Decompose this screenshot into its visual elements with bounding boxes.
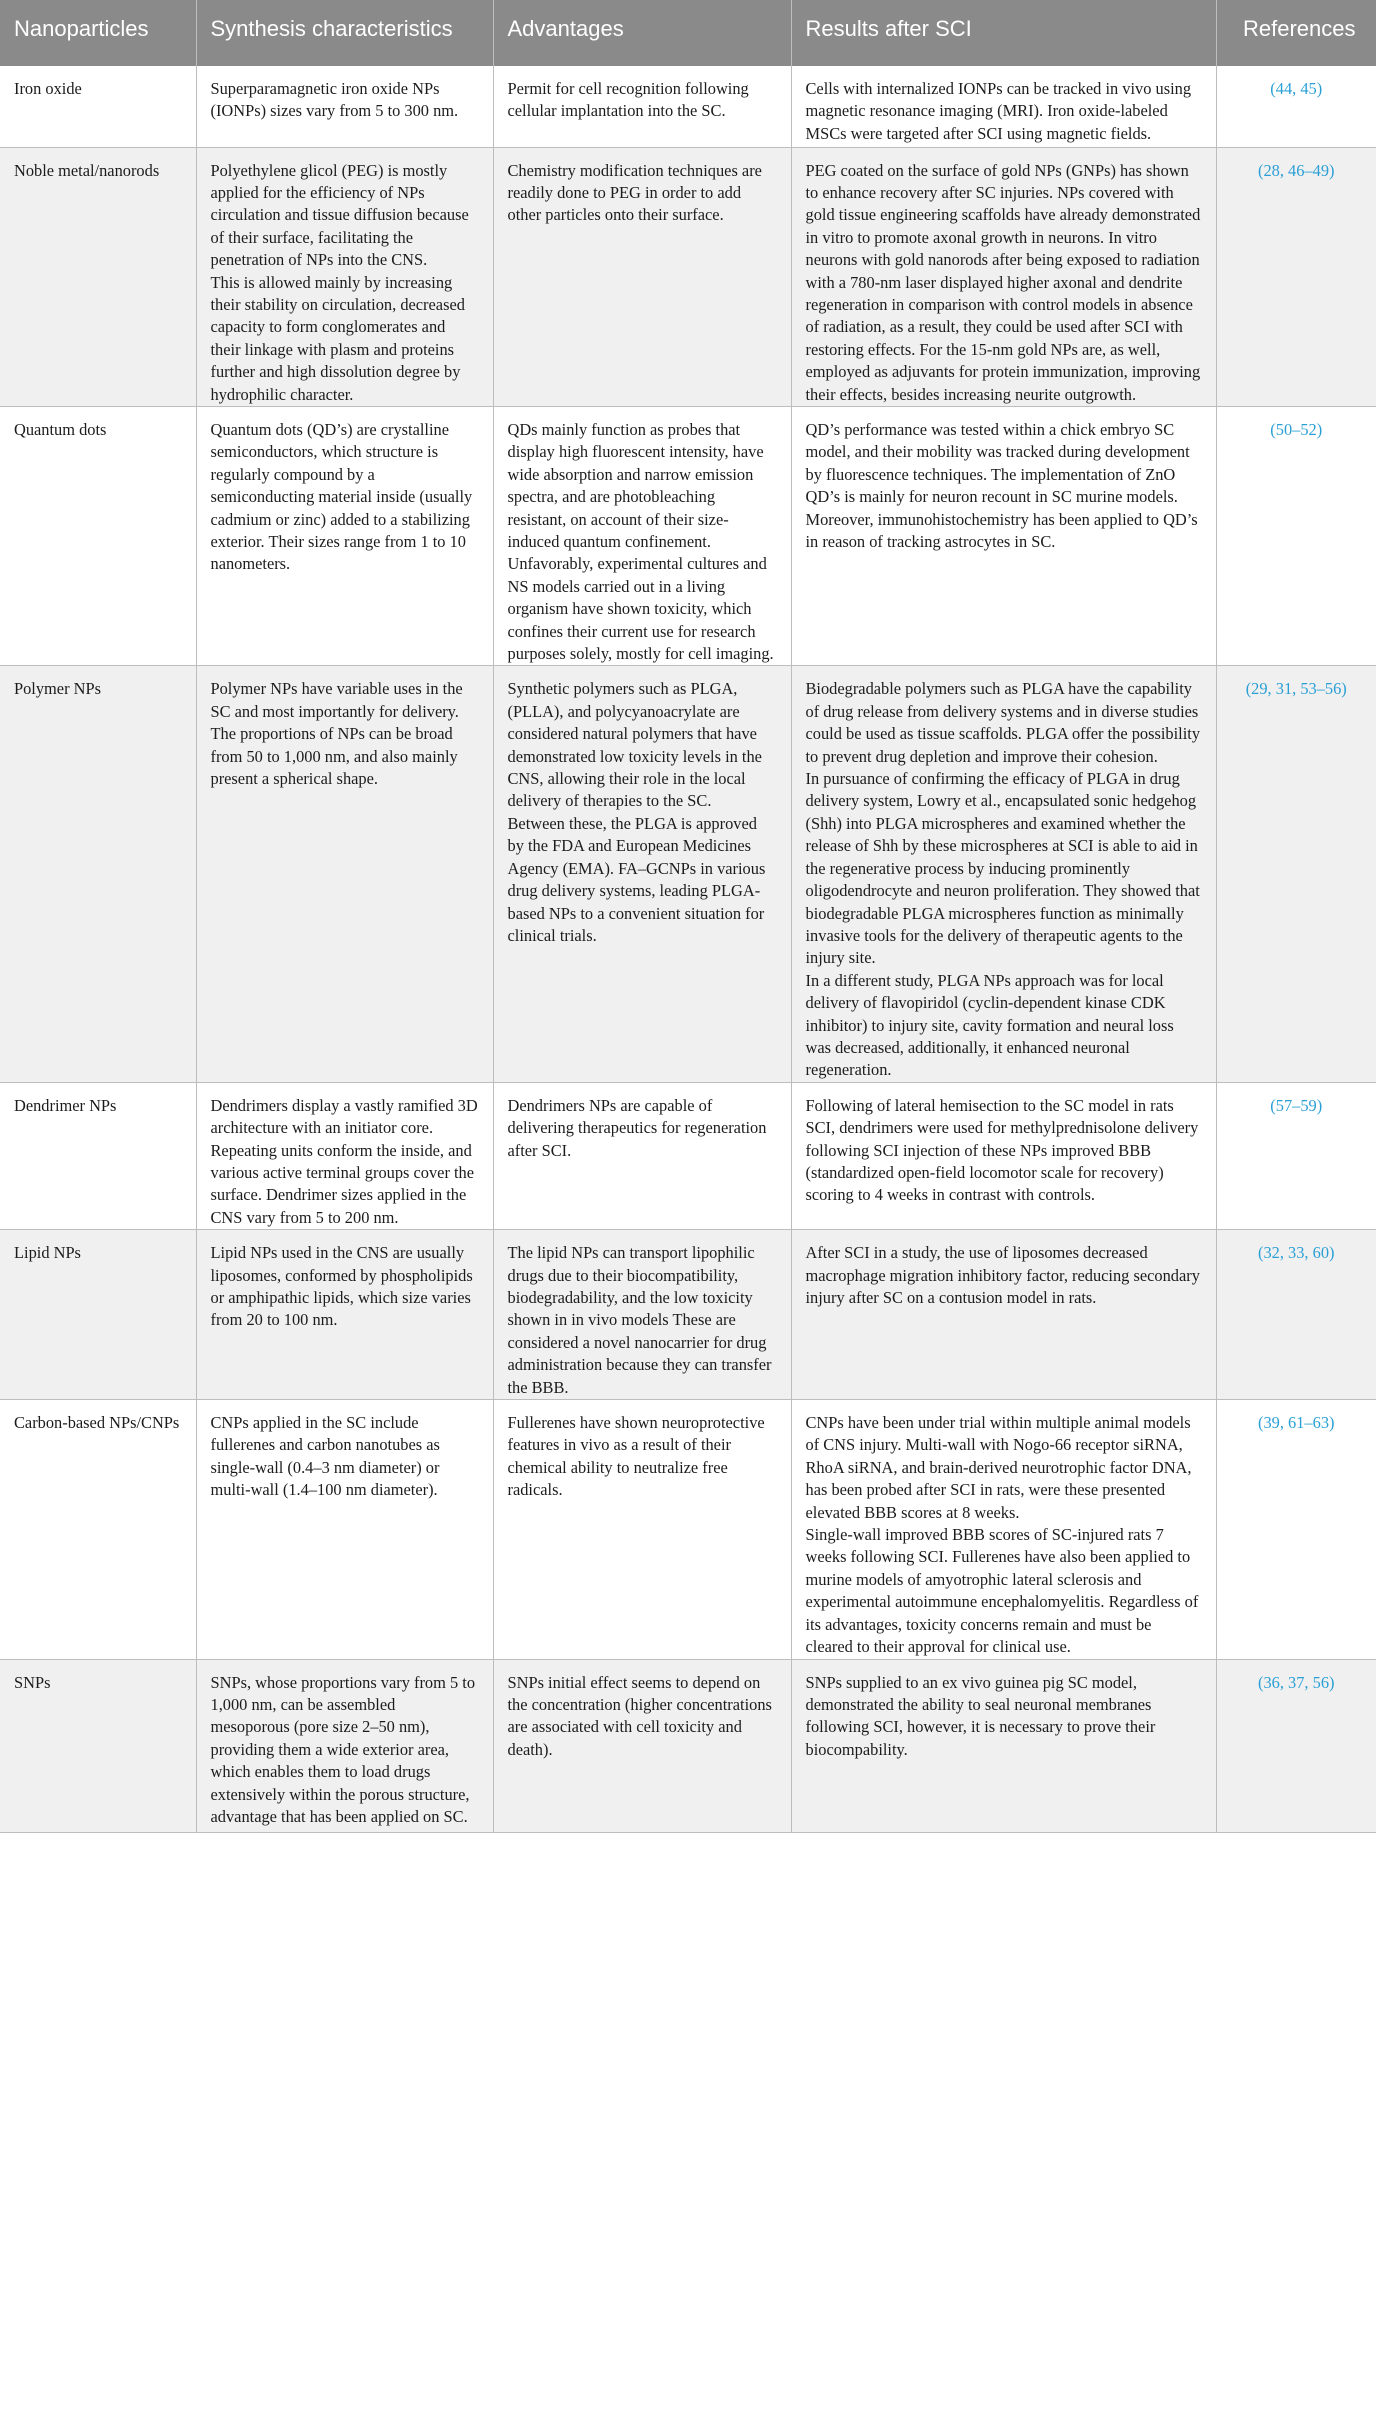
table-row — [0, 66, 1376, 147]
synthesis-paragraph: Dendrimers display a vastly ramified 3D architecture with an initiator core. Repeating units conform the inside, and various active terminal groups cover the surface. Dendrimer sizes applied in the CNS vary from 5 to 200 nm. — [210, 1095, 478, 1227]
synthesis-paragraph: Superparamagnetic iron oxide NPs (IONPs) sizes vary from 5 to 300 nm. — [210, 79, 459, 121]
header-results: Results after SCI — [791, 0, 1216, 66]
results-paragraph: SNPs supplied to an ex vivo guinea pig SC model, demonstrated the ability to seal neuronal membranes following SCI, however, it is necessary to prove their biocompability. — [805, 1672, 1156, 1759]
cell-results — [791, 1400, 1216, 1659]
cell-advantages — [493, 1659, 791, 1832]
cell-advantages — [493, 1082, 791, 1229]
reference-links[interactable]: (39, 61–63) — [1258, 1413, 1335, 1433]
cell-results — [791, 666, 1216, 1082]
table-header — [0, 0, 1376, 66]
cell-nanoparticle — [0, 66, 196, 147]
cell-results — [791, 1082, 1216, 1229]
results-paragraph: After SCI in a study, the use of liposomes decreased macrophage migration inhibitory factor, reducing secondary injury after SC on a contusion model in rats. — [805, 1243, 1200, 1307]
cell-references — [1216, 1082, 1376, 1229]
cell-results — [791, 66, 1216, 147]
header-row — [0, 0, 1376, 66]
advantages-paragraph: QDs mainly function as probes that display high fluorescent intensity, have wide absorption and narrow emission spectra, and are photobleaching resistant, on account of their size-induced quantum confinement. Unfavorably, experimental cultures and NS models carried out in a living organism have shown toxicity, which confines their current use for research purposes solely, mostly for cell imaging. — [507, 419, 774, 664]
nanoparticle-name: Iron oxide — [14, 79, 82, 98]
table-row — [0, 666, 1376, 1082]
cell-results — [791, 406, 1216, 665]
header-references: References — [1242, 16, 1356, 41]
cell-synthesis — [196, 1400, 493, 1659]
synthesis-paragraph: SNPs, whose proportions vary from 5 to 1,000 nm, can be assembled mesoporous (pore size 2–50 nm), providing them a wide exterior area, which enables them to load drugs extensively within the porous structure, advantage that has been applied on SC. — [210, 1672, 476, 1826]
cell-references — [1216, 406, 1376, 665]
nanoparticle-name: Lipid NPs — [14, 1243, 81, 1263]
cell-advantages — [493, 1400, 791, 1659]
reference-links[interactable]: (32, 33, 60) — [1258, 1243, 1335, 1263]
header-synthesis: Synthesis characteristics — [196, 0, 493, 66]
table-row — [0, 1230, 1376, 1400]
cell-nanoparticle — [0, 147, 196, 406]
cell-nanoparticle — [0, 1659, 196, 1832]
results-paragraph: Following of lateral hemisection to the SC model in rats SCI, dendrimers were used for methylprednisolone delivery following SCI injection of these NPs improved BBB (standardized open-field locomotor scale for recovery) scoring to 4 weeks in contrast with controls. — [805, 1095, 1199, 1205]
cell-synthesis — [196, 1082, 493, 1229]
nanoparticle-name: SNPs — [14, 1672, 51, 1692]
advantages-paragraph: Chemistry modification techniques are readily done to PEG in order to add other particles onto their surface. — [507, 160, 762, 225]
cell-references — [1216, 1230, 1376, 1400]
cell-references — [1216, 1659, 1376, 1832]
results-paragraph: In pursuance of confirming the efficacy of PLGA in drug delivery system, Lowry et al., encapsulated sonic hedgehog (Shh) into PLGA microspheres and examined whether the release of Shh by these microspheres at SCI is able to aid in the regenerative process by inducing prominently oligodendrocyte and neuron proliferation. They showed that biodegradable PLGA microspheres function as minimally invasive tools for the delivery of therapeutic agents to the injury site. — [805, 769, 1200, 968]
cell-references — [1216, 66, 1376, 147]
cell-advantages — [493, 406, 791, 665]
cell-synthesis — [196, 1230, 493, 1400]
table-row — [0, 147, 1376, 406]
cell-advantages — [493, 147, 791, 406]
synthesis-paragraph: This is allowed mainly by increasing their stability on circulation, decreased capacity to form conglomerates and their linkage with plasm and proteins further and high dissolution degree by hydrophilic character. — [210, 272, 465, 404]
cell-results — [791, 1230, 1216, 1400]
nanoparticle-name: Noble metal/nanorods — [14, 160, 160, 180]
cell-nanoparticle — [0, 406, 196, 665]
nanoparticle-name: Carbon-based NPs/CNPs — [14, 1413, 180, 1433]
cell-synthesis — [196, 66, 493, 147]
cell-synthesis — [196, 406, 493, 665]
reference-links[interactable]: (28, 46–49) — [1258, 160, 1335, 180]
advantages-paragraph: Synthetic polymers such as PLGA, (PLLA), and polycyanoacrylate are considered natural polymers that have demonstrated low toxicity levels in the CNS, allowing their role in the local delivery of therapies to the SC. — [507, 679, 762, 811]
reference-links[interactable]: (44, 45) — [1270, 79, 1323, 98]
cell-advantages — [493, 666, 791, 1082]
advantages-paragraph: Between these, the PLGA is approved by the FDA and European Medicines Agency (EMA). FA–GCNPs in various drug delivery systems, leading PLGA-based NPs to a convenient situation for clinical trials. — [507, 813, 766, 945]
cell-advantages — [493, 66, 791, 147]
results-paragraph: Cells with internalized IONPs can be tracked in vivo using magnetic resonance imaging (MRI). Iron oxide-labeled MSCs were targeted after SCI using magnetic fields. — [805, 79, 1192, 143]
table-row — [0, 1400, 1376, 1659]
results-paragraph: CNPs have been under trial within multiple animal models of CNS injury. Multi-wall with Nogo-66 receptor siRNA, RhoA siRNA, and brain-derived neurotrophic factor DNA, has been probed after SCI in rats, were these presented elevated BBB scores at 8 weeks. — [805, 1413, 1192, 1522]
reference-links[interactable]: (50–52) — [1270, 419, 1323, 439]
nanoparticle-name: Dendrimer NPs — [14, 1095, 117, 1115]
synthesis-paragraph: Quantum dots (QD’s) are crystalline semiconductors, which structure is regularly compound by a semiconducting material inside (usually cadmium or zinc) added to a stabilizing exterior. Their sizes range from 1 to 10 nanometers. — [210, 419, 473, 574]
advantages-paragraph: The lipid NPs can transport lipophilic drugs due to their biocompatibility, biodegradability, and the low toxicity shown in in vivo models These are considered a novel nanocarrier for drug administration because they can transfer the BBB. — [507, 1243, 772, 1397]
results-paragraph: Biodegradable polymers such as PLGA have the capability of drug release from delivery systems and in diverse studies could be used as tissue scaffolds. PLGA offer the possibility to prevent drug depletion and improve their cohesion. — [805, 679, 1201, 766]
cell-nanoparticle — [0, 666, 196, 1082]
cell-references — [1216, 147, 1376, 406]
table-body — [0, 66, 1376, 1832]
results-paragraph: QD’s performance was tested within a chick embryo SC model, and their mobility was tracked during development by fluorescence techniques. The implementation of ZnO QD’s is mainly for neuron recount in SC murine models. Moreover, immunohistochemistry has been applied to QD’s in reason of tracking astrocytes in SC. — [805, 419, 1198, 551]
cell-results — [791, 147, 1216, 406]
advantages-paragraph: SNPs initial effect seems to depend on the concentration (higher concentrations are associated with cell toxicity and death). — [507, 1672, 772, 1759]
reference-links[interactable]: (36, 37, 56) — [1258, 1672, 1335, 1692]
table-row — [0, 406, 1376, 665]
results-paragraph: PEG coated on the surface of gold NPs (GNPs) has shown to enhance recovery after SC injuries. NPs covered with gold tissue engineering scaffolds have already demonstrated in vitro to promote axonal growth in neurons. In vitro neurons with gold nanorods after being exposed to radiation with a 780-nm laser displayed higher axonal and dendrite regeneration in comparison with control models in absence of radiation, as a result, they could be used after SCI with restoring effects. For the 15-nm gold NPs are, as well, employed as adjuvants for protein immunization, improving their effects, besides increasing neurite outgrowth. — [805, 160, 1201, 404]
cell-references — [1216, 1400, 1376, 1659]
cell-results — [791, 1659, 1216, 1832]
cell-synthesis — [196, 1659, 493, 1832]
synthesis-paragraph: Lipid NPs used in the CNS are usually liposomes, conformed by phospholipids or amphipathic lipids, which size varies from 20 to 100 nm. — [210, 1243, 473, 1330]
cell-nanoparticle — [0, 1082, 196, 1229]
cell-references — [1216, 666, 1376, 1082]
advantages-paragraph: Dendrimers NPs are capable of delivering therapeutics for regeneration after SCI. — [507, 1095, 767, 1160]
cell-advantages — [493, 1230, 791, 1400]
synthesis-paragraph: Polymer NPs have variable uses in the SC and most importantly for delivery. The proportions of NPs can be broad from 50 to 1,000 nm, and also mainly present a spherical shape. — [210, 679, 463, 789]
reference-links[interactable]: (29, 31, 53–56) — [1245, 679, 1347, 699]
reference-links[interactable]: (57–59) — [1270, 1095, 1323, 1115]
synthesis-paragraph: CNPs applied in the SC include fullerenes and carbon nanotubes as single-wall (0.4–3 nm diameter) or multi-wall (1.4–100 nm diameter). — [210, 1413, 440, 1500]
nanoparticle-name: Quantum dots — [14, 419, 107, 439]
synthesis-paragraph: Polyethylene glicol (PEG) is mostly applied for the efficiency of NPs circulation and tissue diffusion because of their surface, facilitating the penetration of NPs into the CNS. — [210, 160, 469, 270]
cell-nanoparticle — [0, 1400, 196, 1659]
header-nanoparticles: Nanoparticles — [0, 0, 196, 66]
advantages-paragraph: Fullerenes have shown neuroprotective features in vivo as a result of their chemical ability to neutralize free radicals. — [507, 1413, 765, 1500]
advantages-paragraph: Permit for cell recognition following cellular implantation into the SC. — [507, 79, 749, 121]
table-row — [0, 1659, 1376, 1832]
results-paragraph: In a different study, PLGA NPs approach was for local delivery of flavopiridol (cyclin-dependent kinase CDK inhibitor) to injury site, cavity formation and neural loss was decreased, additionally, it enhanced neuronal regeneration. — [805, 970, 1174, 1080]
cell-synthesis — [196, 666, 493, 1082]
header-advantages: Advantages — [493, 0, 791, 66]
nanoparticle-name: Polymer NPs — [14, 679, 101, 699]
table-row — [0, 1082, 1376, 1229]
results-paragraph: Single-wall improved BBB scores of SC-injured rats 7 weeks following SCI. Fullerenes have also been applied to murine models of amyotrophic lateral sclerosis and experimental autoimmune encephalomyelitis. Regardless of its advantages, toxicity concerns remain and must be cleared to their approval for clinical use. — [805, 1525, 1199, 1657]
cell-nanoparticle — [0, 1230, 196, 1400]
cell-synthesis — [196, 147, 493, 406]
